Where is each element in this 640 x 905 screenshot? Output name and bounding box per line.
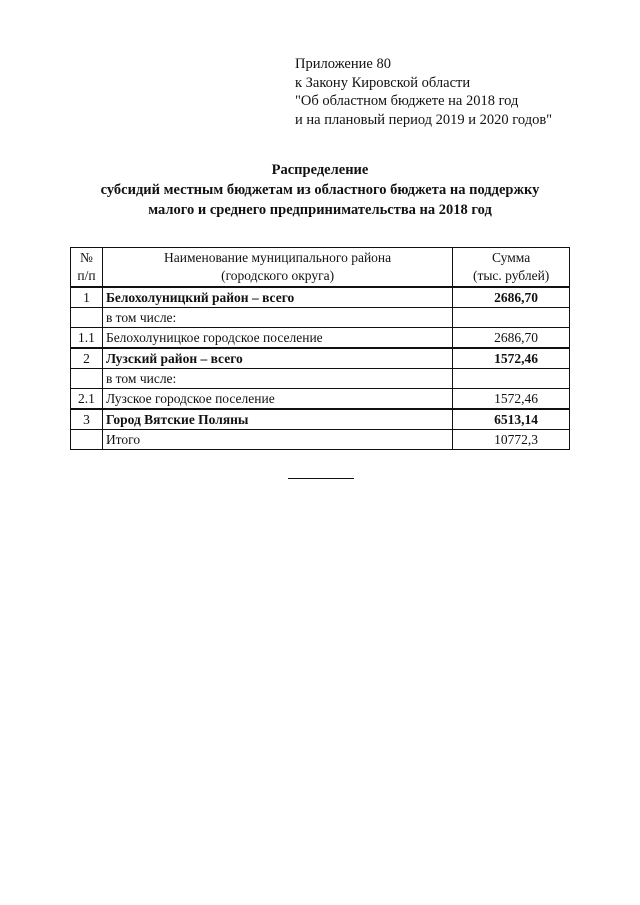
row-number: 3 <box>71 409 103 430</box>
appendix-line-1: Приложение 80 <box>295 56 391 72</box>
row-name: Лузский район – всего <box>102 348 452 369</box>
header-name-line-2: (городского округа) <box>221 268 335 283</box>
row-name: Белохолуницкий район – всего <box>102 287 452 308</box>
header-sum <box>453 248 570 288</box>
row-name: Итого <box>102 430 452 450</box>
row-sum <box>453 328 570 349</box>
row-name: в том числе: <box>102 369 452 389</box>
header-number <box>71 248 103 288</box>
row-name: Лузское городское поселение <box>102 389 452 410</box>
table-row <box>71 308 570 328</box>
row-sum <box>453 430 570 450</box>
row-sum <box>453 369 570 389</box>
appendix-reference <box>295 55 615 129</box>
row-number: 1 <box>71 287 103 308</box>
row-sum-value: 1572,46 <box>494 350 538 366</box>
row-sum <box>453 308 570 328</box>
header-sum-line-1: Сумма <box>492 250 531 265</box>
row-name: Белохолуницкое городское поселение <box>102 328 452 349</box>
row-sum <box>453 287 570 308</box>
row-sum-value: 6513,14 <box>494 411 538 427</box>
table-row <box>71 409 570 430</box>
appendix-line-3: "Об областном бюджете на 2018 год <box>295 93 519 109</box>
row-number: 2 <box>71 348 103 369</box>
header-name-line-1: Наименование муниципального района <box>164 250 392 265</box>
subsidy-table <box>70 247 570 450</box>
header-number-line-1: № <box>80 250 93 265</box>
row-sum-value: 2686,70 <box>494 329 538 345</box>
row-number: 1.1 <box>71 328 103 349</box>
table-row <box>71 369 570 389</box>
row-name: в том числе: <box>102 308 452 328</box>
closing-divider <box>288 478 354 479</box>
table-header-row <box>71 248 570 288</box>
row-sum <box>453 348 570 369</box>
table-row <box>71 287 570 308</box>
row-sum-value: 1572,46 <box>494 390 538 406</box>
header-name <box>102 248 452 288</box>
row-sum-value: 2686,70 <box>494 289 538 305</box>
row-number <box>71 430 103 450</box>
table-row <box>71 389 570 410</box>
row-name: Город Вятские Поляны <box>102 409 452 430</box>
row-sum-value: 10772,3 <box>494 431 538 447</box>
table-row <box>71 348 570 369</box>
table-total-row <box>71 430 570 450</box>
row-number <box>71 308 103 328</box>
title-line-2: субсидий местным бюджетам из областного бюджета на поддержку <box>100 182 540 198</box>
row-sum <box>453 389 570 410</box>
header-sum-line-2: (тыс. рублей) <box>472 268 550 283</box>
table-row <box>71 328 570 349</box>
title-line-3: малого и среднего предпринимательства на 2018 год <box>148 202 492 218</box>
appendix-line-4: и на плановый период 2019 и 2020 годов" <box>295 111 553 128</box>
row-number: 2.1 <box>71 389 103 410</box>
header-number-line-2: п/п <box>77 268 96 283</box>
row-sum <box>453 409 570 430</box>
title-line-1: Распределение <box>271 162 369 178</box>
appendix-line-2: к Закону Кировской области <box>295 74 471 91</box>
document-title <box>40 160 600 220</box>
row-number <box>71 369 103 389</box>
